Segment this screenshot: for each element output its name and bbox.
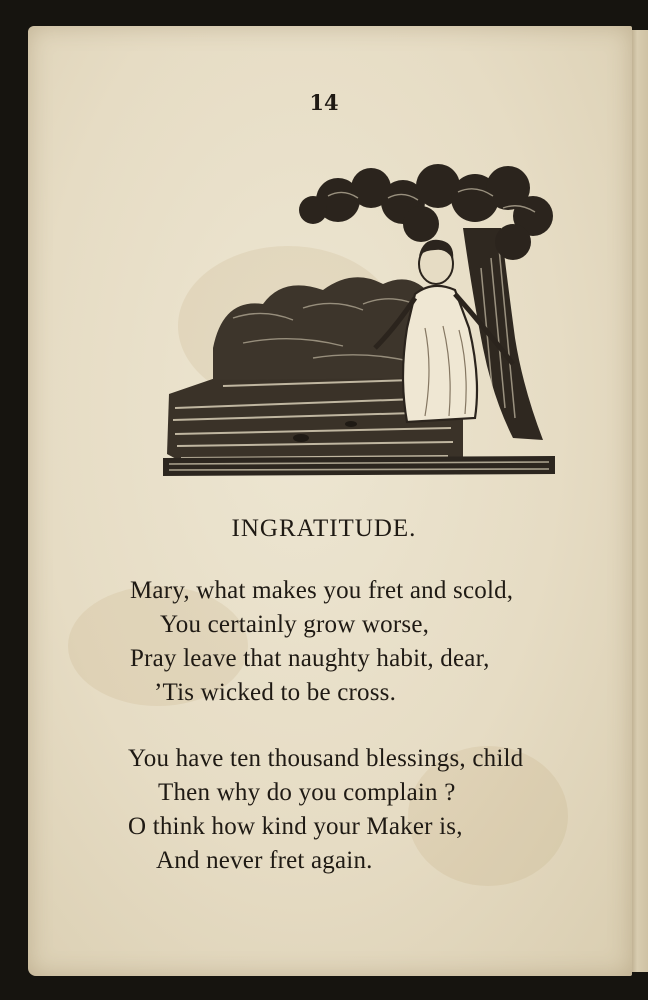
poem-line: You have ten thousand blessings, child xyxy=(128,745,524,772)
poem-line: And never fret again. xyxy=(156,847,373,874)
poem-line: Pray leave that naughty habit, dear, xyxy=(130,645,490,672)
poem-line: You certainly grow worse, xyxy=(160,611,430,638)
poem-line: O think how kind your Maker is, xyxy=(128,813,463,840)
poem-line: Mary, what makes you fret and scold, xyxy=(130,577,514,604)
poem-title: INGRATITUDE. xyxy=(231,515,417,542)
poem-line: ’Tis wicked to be cross. xyxy=(154,679,397,706)
adjacent-page-edge xyxy=(630,30,648,972)
page-number: 14 xyxy=(309,90,339,115)
poem-line: Then why do you complain ? xyxy=(158,779,456,806)
woodcut-illustration xyxy=(163,158,555,484)
